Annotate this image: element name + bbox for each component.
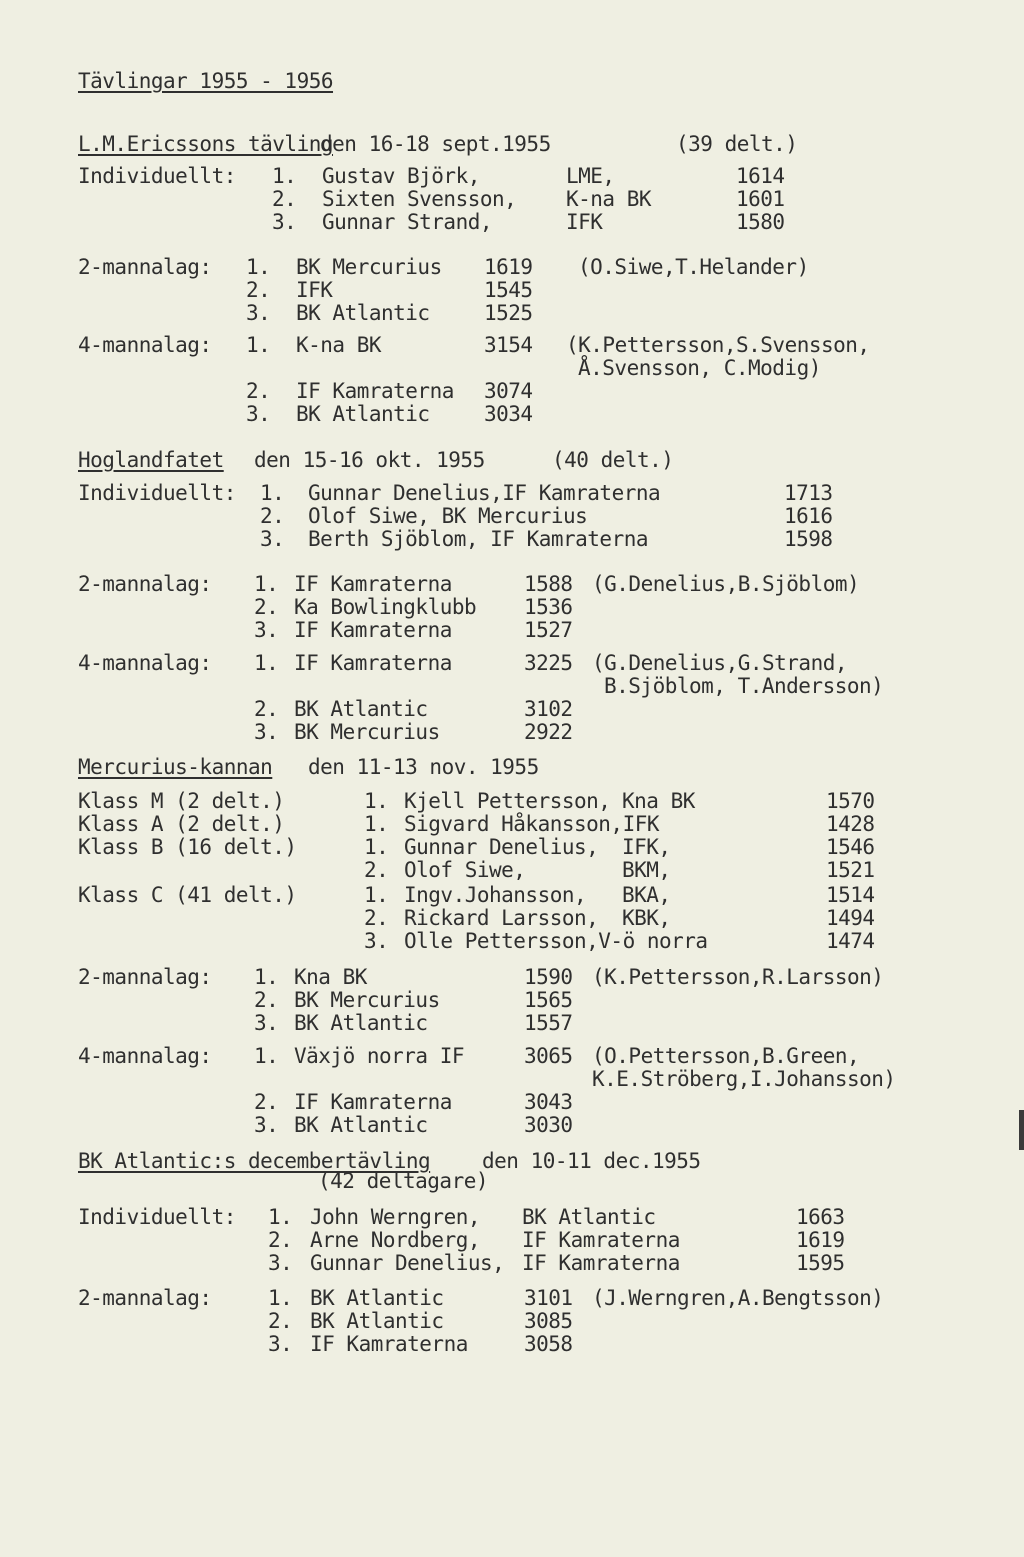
place: 1.: [364, 883, 389, 907]
team-name: BK Atlantic: [294, 1113, 428, 1137]
score: 1565: [524, 988, 573, 1012]
place: 2.: [364, 858, 389, 882]
player-name: Sixten Svensson,: [322, 187, 517, 211]
score: 1494: [826, 906, 875, 930]
page-edge-mark: [1019, 1110, 1024, 1150]
score: 3074: [484, 379, 533, 403]
club: K-na BK: [566, 187, 652, 211]
score: 3085: [524, 1309, 573, 1333]
participants: (42 deltagare): [318, 1169, 489, 1193]
team-members: (J.Werngren,A.Bengtsson): [592, 1286, 884, 1310]
player-name: Rickard Larsson,: [404, 906, 599, 930]
section-date: den 11-13 nov. 1955: [308, 755, 539, 779]
section-title: BK Atlantic:s decembertävling: [78, 1149, 431, 1173]
player-name: Gunnar Denelius,IF Kamraterna: [308, 481, 661, 505]
team-name: BK Atlantic: [294, 1011, 428, 1035]
player-name: Gustav Björk,: [322, 164, 480, 188]
score: 1595: [796, 1251, 845, 1275]
place: 1.: [364, 812, 389, 836]
score: 1536: [524, 595, 573, 619]
team-members: (G.Denelius,G.Strand,: [592, 651, 848, 675]
score: 1514: [826, 883, 875, 907]
player-name: Arne Nordberg,: [310, 1228, 481, 1252]
place: 2.: [246, 278, 271, 302]
place: 1.: [254, 965, 279, 989]
place: 1.: [246, 333, 271, 357]
score: 1521: [826, 858, 875, 882]
team4-label: 4-mannalag:: [78, 651, 212, 675]
player-name: Gunnar Denelius,: [404, 835, 599, 859]
score: 1588: [524, 572, 573, 596]
place: 2.: [254, 697, 279, 721]
place: 3.: [364, 929, 389, 953]
score: 1616: [784, 504, 833, 528]
score: 3225: [524, 651, 573, 675]
individual-label: Individuellt:: [78, 481, 236, 505]
team-name: IF Kamraterna: [294, 618, 452, 642]
place: 3.: [272, 210, 297, 234]
player-name: Gunnar Strand,: [322, 210, 493, 234]
team-name: IF Kamraterna: [294, 572, 452, 596]
individual-label: Individuellt:: [78, 164, 236, 188]
place: 1.: [272, 164, 297, 188]
score: 1601: [736, 187, 785, 211]
place: 1.: [260, 481, 285, 505]
team-name: K-na BK: [296, 333, 382, 357]
club: BKM,: [622, 858, 671, 882]
team-name: IF Kamraterna: [294, 651, 452, 675]
team-members: (O.Siwe,T.Helander): [578, 255, 809, 279]
club: Kna BK: [622, 789, 695, 813]
team-name: BK Mercurius: [294, 720, 440, 744]
place: 3.: [268, 1332, 293, 1356]
score: 1614: [736, 164, 785, 188]
participants: (39 delt.): [676, 132, 798, 156]
score: 1663: [796, 1205, 845, 1229]
score: 1619: [484, 255, 533, 279]
participants: (40 delt.): [552, 448, 674, 472]
team-name: BK Mercurius: [296, 255, 442, 279]
place: 1.: [254, 1044, 279, 1068]
club: IF Kamraterna: [522, 1228, 680, 1252]
team-members: K.E.Ströberg,I.Johansson): [592, 1067, 896, 1091]
place: 3.: [254, 720, 279, 744]
team2-label: 2-mannalag:: [78, 572, 212, 596]
place: 1.: [364, 835, 389, 859]
class-label: Klass A (2 delt.): [78, 812, 285, 836]
score: 3043: [524, 1090, 573, 1114]
club: BKA,: [622, 883, 671, 907]
team-name: BK Atlantic: [296, 402, 430, 426]
score: 3154: [484, 333, 533, 357]
team4-label: 4-mannalag:: [78, 1044, 212, 1068]
team-name: BK Atlantic: [310, 1309, 444, 1333]
score: 3065: [524, 1044, 573, 1068]
player-name: Berth Sjöblom, IF Kamraterna: [308, 527, 649, 551]
score: 1527: [524, 618, 573, 642]
place: 2.: [268, 1228, 293, 1252]
section-title: L.M.Ericssons tävling: [78, 132, 334, 156]
player-name: Kjell Pettersson,: [404, 789, 611, 813]
place: 2.: [246, 379, 271, 403]
score: 1570: [826, 789, 875, 813]
score: 1598: [784, 527, 833, 551]
score: 3030: [524, 1113, 573, 1137]
team-name: IF Kamraterna: [294, 1090, 452, 1114]
individual-label: Individuellt:: [78, 1205, 236, 1229]
place: 1.: [364, 789, 389, 813]
team-members: (O.Pettersson,B.Green,: [592, 1044, 860, 1068]
score: 1525: [484, 301, 533, 325]
team-name: Ka Bowlingklubb: [294, 595, 477, 619]
place: 2.: [272, 187, 297, 211]
team-name: Kna BK: [294, 965, 367, 989]
score: 1428: [826, 812, 875, 836]
place: 1.: [254, 651, 279, 675]
team-members: (G.Denelius,B.Sjöblom): [592, 572, 860, 596]
score: 1590: [524, 965, 573, 989]
place: 2.: [254, 595, 279, 619]
club: LME,: [566, 164, 615, 188]
team-name: BK Atlantic: [296, 301, 430, 325]
section-title: Hoglandfatet: [78, 448, 224, 472]
section-title: Mercurius-kannan: [78, 755, 273, 779]
team-members: Å.Svensson, C.Modig): [578, 356, 821, 380]
score: 1619: [796, 1228, 845, 1252]
place: 3.: [254, 1113, 279, 1137]
score: 1474: [826, 929, 875, 953]
score: 1545: [484, 278, 533, 302]
team-name: BK Atlantic: [310, 1286, 444, 1310]
place: 3.: [254, 1011, 279, 1035]
section-date: den 10-11 dec.1955: [482, 1149, 701, 1173]
place: 1.: [268, 1286, 293, 1310]
place: 1.: [268, 1205, 293, 1229]
page-title: Tävlingar 1955 - 1956: [78, 69, 334, 93]
player-name: Olof Siwe,: [404, 858, 526, 882]
score: 3101: [524, 1286, 573, 1310]
score: 3102: [524, 697, 573, 721]
score: 1546: [826, 835, 875, 859]
team2-label: 2-mannalag:: [78, 965, 212, 989]
club: IFK,: [622, 835, 671, 859]
team2-label: 2-mannalag:: [78, 255, 212, 279]
place: 3.: [246, 301, 271, 325]
place: 1.: [246, 255, 271, 279]
team-members: (K.Pettersson,S.Svensson,: [566, 333, 870, 357]
score: 3034: [484, 402, 533, 426]
class-label: Klass C (41 delt.): [78, 883, 297, 907]
player-name: Gunnar Denelius,: [310, 1251, 505, 1275]
score: 3058: [524, 1332, 573, 1356]
score: 1713: [784, 481, 833, 505]
class-label: Klass M (2 delt.): [78, 789, 285, 813]
score: 1580: [736, 210, 785, 234]
class-label: Klass B (16 delt.): [78, 835, 297, 859]
team-members: B.Sjöblom, T.Andersson): [604, 674, 884, 698]
team-name: IFK: [296, 278, 333, 302]
team-name: BK Atlantic: [294, 697, 428, 721]
club: IFK: [566, 210, 603, 234]
team-name: BK Mercurius: [294, 988, 440, 1012]
place: 2.: [268, 1309, 293, 1333]
place: 3.: [268, 1251, 293, 1275]
place: 2.: [364, 906, 389, 930]
player-name: Olle Pettersson,V-ö norra: [404, 929, 708, 953]
place: 3.: [260, 527, 285, 551]
club: IF Kamraterna: [522, 1251, 680, 1275]
score: 2922: [524, 720, 573, 744]
score: 1557: [524, 1011, 573, 1035]
club: KBK,: [622, 906, 671, 930]
team4-label: 4-mannalag:: [78, 333, 212, 357]
player-name: Ingv.Johansson,: [404, 883, 587, 907]
team2-label: 2-mannalag:: [78, 1286, 212, 1310]
place: 1.: [254, 572, 279, 596]
player-name: John Werngren,: [310, 1205, 481, 1229]
section-date: den 15-16 okt. 1955: [254, 448, 485, 472]
team-name: IF Kamraterna: [310, 1332, 468, 1356]
place: 2.: [260, 504, 285, 528]
place: 2.: [254, 988, 279, 1012]
club: BK Atlantic: [522, 1205, 656, 1229]
player-name: Olof Siwe, BK Mercurius: [308, 504, 588, 528]
team-name: Växjö norra IF: [294, 1044, 465, 1068]
team-members: (K.Pettersson,R.Larsson): [592, 965, 884, 989]
team-name: IF Kamraterna: [296, 379, 454, 403]
place: 3.: [246, 402, 271, 426]
section-date: den 16-18 sept.1955: [320, 132, 551, 156]
place: 2.: [254, 1090, 279, 1114]
place: 3.: [254, 618, 279, 642]
player-name: Sigvard Håkansson,IFK: [404, 812, 660, 836]
